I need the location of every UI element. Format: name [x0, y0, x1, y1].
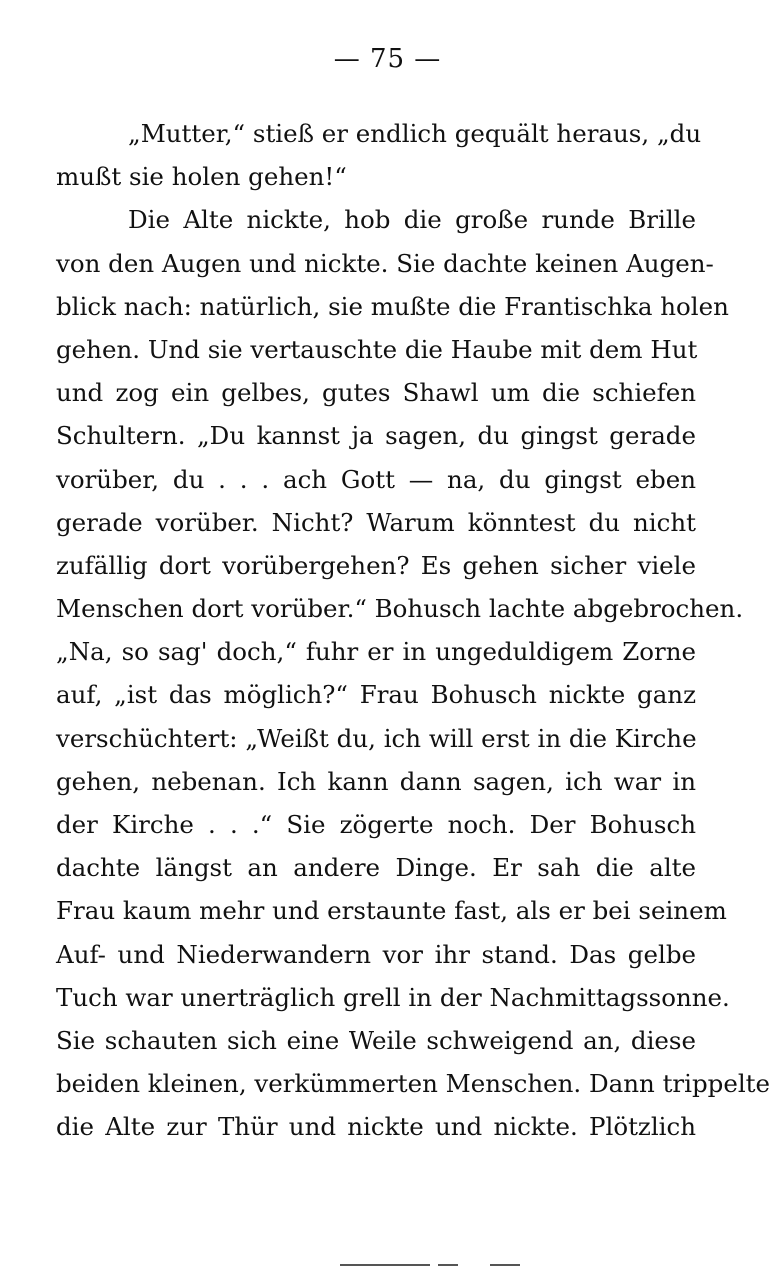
print-smudge: [340, 1262, 540, 1268]
text-line: gerade vorüber. Nicht? Warum könntest du nicht: [56, 507, 696, 537]
text-line: Die Alte nickte, hob die große runde Brille: [128, 205, 696, 235]
text-line: die Alte zur Thür und nickte und nickte. Plötzlich: [56, 1112, 696, 1142]
text-line: Menschen dort vorüber.“ Bohusch lachte abgebrochen.: [56, 594, 744, 624]
print-smudge-mark: [490, 1264, 520, 1266]
text-line: mußt sie holen gehen!“: [56, 162, 347, 192]
text-line: gehen. Und sie vertauschte die Haube mit dem Hut: [56, 334, 698, 364]
text-line: und zog ein gelbes, gutes Shawl um die schiefen: [56, 378, 696, 408]
text-line: blick nach: natürlich, sie mußte die Frantischka holen: [56, 291, 729, 321]
text-line: Sie schauten sich eine Weile schweigend an, diese: [56, 1025, 696, 1055]
text-line: verschüchtert: „Weißt du, ich will erst in die Kirche: [56, 723, 697, 753]
text-line: „Na, so sag' doch,“ fuhr er in ungeduldigem Zorne: [56, 637, 696, 667]
text-line: Schultern. „Du kannst ja sagen, du gingst gerade: [56, 421, 696, 451]
text-line: zufällig dort vorübergehen? Es gehen sicher viele: [56, 550, 696, 580]
text-line: Tuch war unerträglich grell in der Nachmittagssonne.: [56, 982, 730, 1012]
text-line: Frau kaum mehr und erstaunte fast, als er bei seinem: [56, 896, 727, 926]
text-line: der Kirche . . .“ Sie zögerte noch. Der Bohusch: [56, 810, 696, 839]
text-line: beiden kleinen, verkümmerten Menschen. Dann trippelte: [56, 1069, 771, 1099]
print-smudge-mark: [438, 1264, 458, 1266]
text-line: Auf- und Niederwandern vor ihr stand. Das gelbe: [56, 939, 696, 969]
print-smudge-mark: [340, 1264, 430, 1266]
text-line: gehen, nebenan. Ich kann dann sagen, ich war in: [56, 766, 696, 796]
text-line: vorüber, du . . . ach Gott — na, du gingst eben: [56, 464, 696, 494]
page-number: — 75 —: [333, 44, 442, 74]
page-body-text: [56, 112, 771, 1149]
text-line: dachte längst an andere Dinge. Er sah die alte: [56, 853, 696, 883]
text-line: auf, „ist das möglich?“ Frau Bohusch nickte ganz: [56, 680, 696, 710]
text-line: „Mutter,“ stieß er endlich gequält heraus, „du: [128, 119, 702, 148]
text-line: von den Augen und nickte. Sie dachte keinen Augen-: [56, 248, 714, 278]
